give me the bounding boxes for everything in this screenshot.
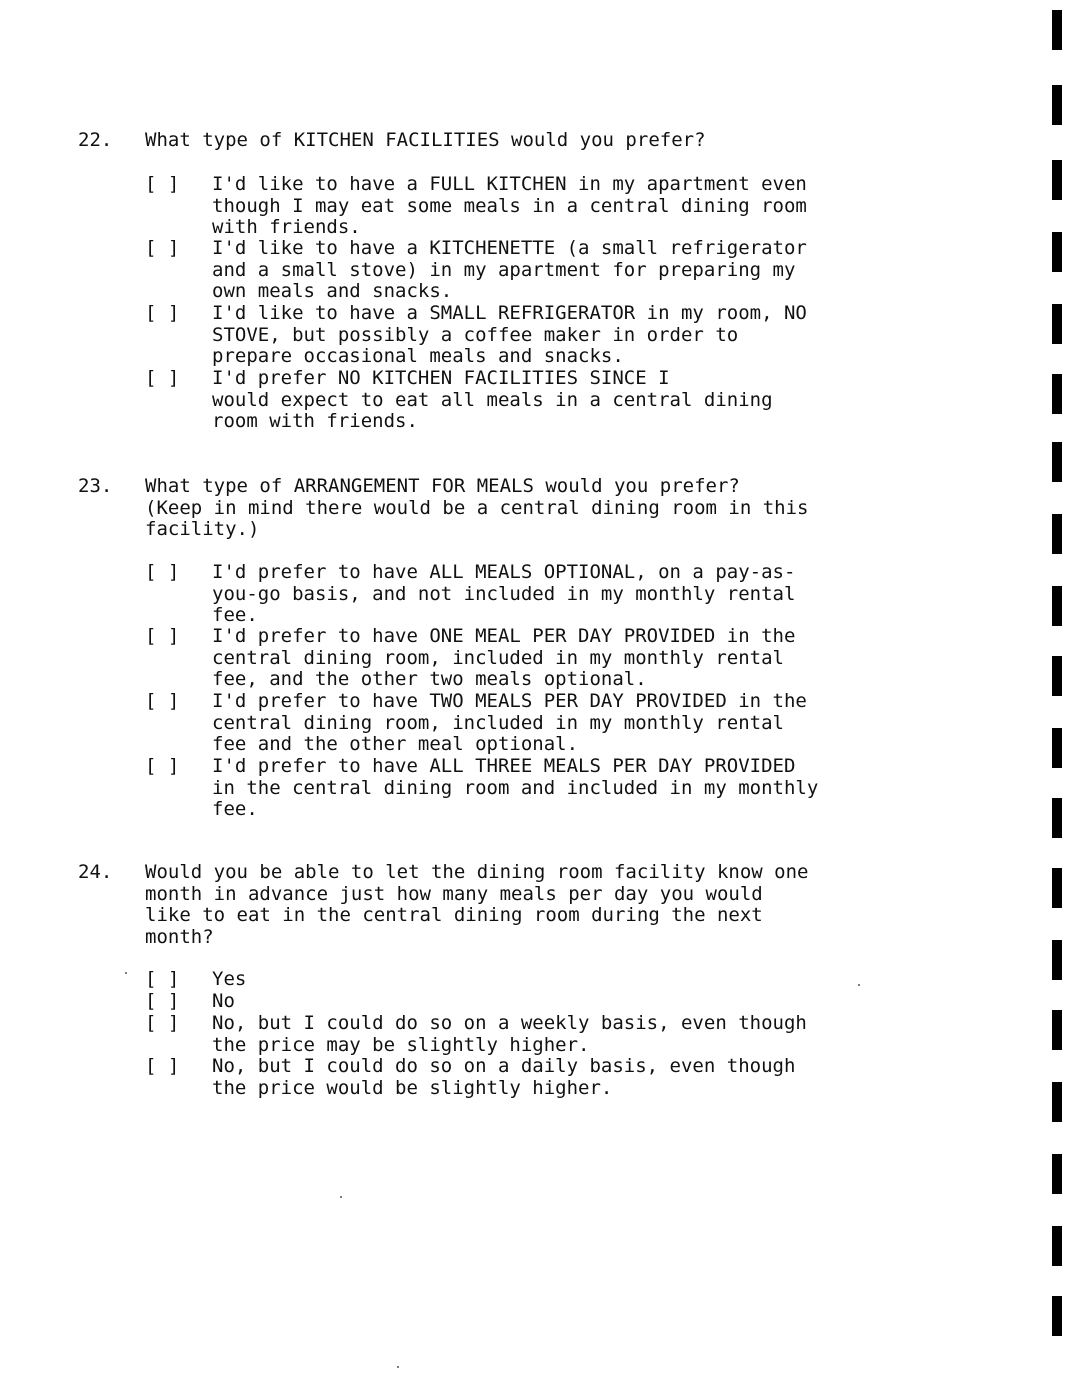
scan-mark [1052, 442, 1062, 482]
scan-mark [1052, 798, 1062, 838]
option-text: I'd prefer to have ALL MEALS OPTIONAL, on a pay-as- you-go basis, and not included in my monthly rental fee. [212, 561, 796, 626]
option-text: No, but I could do so on a daily basis, even though the price would be slightly higher. [212, 1055, 796, 1099]
question-number: 23. [78, 475, 113, 497]
scan-mark [1052, 728, 1062, 768]
scan-mark [1052, 374, 1062, 414]
question-number: 24. [78, 861, 113, 883]
checkbox[interactable]: [ ] [145, 1012, 180, 1034]
option-text: I'd like to have a FULL KITCHEN in my apartment even though I may eat some meals in a central dining room with friends. [212, 173, 807, 238]
checkbox[interactable]: [ ] [145, 173, 180, 195]
checkbox[interactable]: [ ] [145, 561, 180, 583]
scan-speck [340, 1196, 342, 1198]
scan-mark [1052, 868, 1062, 908]
scan-mark [1052, 1154, 1062, 1194]
checkbox[interactable]: [ ] [145, 690, 180, 712]
scan-mark [1052, 514, 1062, 554]
option-text: I'd like to have a SMALL REFRIGERATOR in my room, NO STOVE, but possibly a coffee maker in order to prepare occasional meals and snacks. [212, 302, 807, 367]
scan-mark [1052, 1296, 1062, 1336]
scan-mark [1052, 586, 1062, 626]
option-text: I'd like to have a KITCHENETTE (a small refrigerator and a small stove) in my apartment for preparing my own meals and snacks. [212, 237, 807, 302]
scan-mark [1052, 656, 1062, 696]
checkbox[interactable]: [ ] [145, 755, 180, 777]
checkbox[interactable]: [ ] [145, 625, 180, 647]
scan-mark [1052, 304, 1062, 344]
checkbox[interactable]: [ ] [145, 302, 180, 324]
checkbox[interactable]: [ ] [145, 990, 180, 1012]
checkbox[interactable]: [ ] [145, 237, 180, 259]
scan-mark [1052, 232, 1062, 272]
scan-speck [397, 1366, 399, 1368]
question-text: Would you be able to let the dining room facility know one month in advance just how many meals per day you would like to eat in the central dining room during the next month? [145, 861, 809, 948]
scan-mark [1052, 160, 1062, 200]
scan-speck [858, 984, 860, 986]
option-text: I'd prefer to have ONE MEAL PER DAY PROVIDED in the central dining room, included in my monthly rental fee, and the other two meals optional. [212, 625, 796, 690]
scan-mark [1052, 1082, 1062, 1122]
option-text: I'd prefer to have TWO MEALS PER DAY PROVIDED in the central dining room, included in my monthly rental fee and the other meal optional. [212, 690, 807, 755]
option-text: No [212, 990, 235, 1012]
scan-mark [1052, 85, 1062, 125]
option-text: I'd prefer NO KITCHEN FACILITIES SINCE I would expect to eat all meals in a central dining room with friends. [212, 367, 773, 432]
checkbox[interactable]: [ ] [145, 1055, 180, 1077]
checkbox[interactable]: [ ] [145, 968, 180, 990]
question-text: What type of ARRANGEMENT FOR MEALS would you prefer? (Keep in mind there would be a central dining room in this facility.) [145, 475, 809, 540]
option-text: I'd prefer to have ALL THREE MEALS PER DAY PROVIDED in the central dining room and included in my monthly fee. [212, 755, 819, 820]
scan-mark [1052, 1010, 1062, 1050]
question-text: What type of KITCHEN FACILITIES would you prefer? [145, 129, 706, 151]
scan-mark [1052, 1226, 1062, 1266]
question-number: 22. [78, 129, 113, 151]
option-text: No, but I could do so on a weekly basis, even though the price may be slightly higher. [212, 1012, 807, 1056]
scan-speck [125, 972, 127, 974]
option-text: Yes [212, 968, 247, 990]
scan-mark [1052, 10, 1062, 50]
scan-mark [1052, 940, 1062, 980]
checkbox[interactable]: [ ] [145, 367, 180, 389]
